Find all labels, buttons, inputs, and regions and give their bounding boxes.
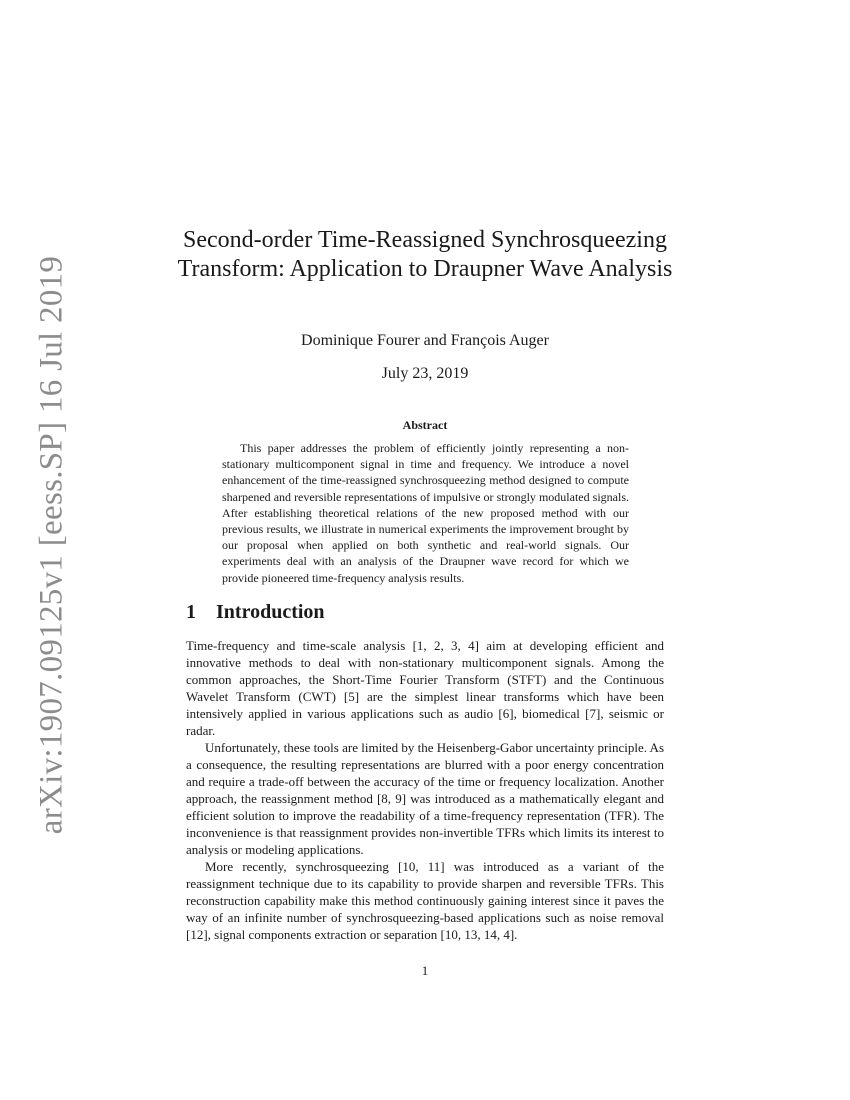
paper-date: July 23, 2019 bbox=[381, 365, 469, 382]
arxiv-identifier-text: arXiv:1907.09125v1 [eess.SP] 16 Jul 2019 bbox=[33, 255, 70, 835]
body-paragraph: Unfortunately, these tools are limited by the Heisenberg-Gabor uncertainty principle. As a consequence, the resulting representations are blurred with a poor energy concentration and require a trade-off between the accuracy of the time or frequency localization. Another approach, the reassignment method [8, 9] was introduced as a mathematically elegant and efficient solution to improve the readability of a time-frequency representation (TFR). The inconvenience is that reassignment provides non-invertible TFRs which limits its interest to analysis or modeling applications. bbox=[186, 740, 664, 857]
abstract-text: This paper addresses the problem of efficiently jointly representing a non-stationary multicomponent signal in time and frequency. We introduce a novel enhancement of the time-reassigned synchrosqueezing method designed to compute sharpened and reversible representations of impulsive or strongly modulated signals. After establishing theoretical relations of the new proposed method with our previous results, we illustrate in numerical experiments the improvement brought by our proposal when applied on both synthetic and real-world signals. Our experiments deal with an analysis of the Draupner wave record for which we provide pioneered time-frequency analysis results. bbox=[222, 441, 629, 585]
section-heading bbox=[186, 601, 325, 624]
paper-authors: Dominique Fourer and François Auger bbox=[301, 332, 549, 349]
section-number: 1 bbox=[186, 601, 196, 623]
body-paragraph: More recently, synchrosqueezing [10, 11] was introduced as a variant of the reassignment technique due to its capability to provide sharpen and reversible TFRs. This reconstruction capability make this method continuously gaining interest since it paves the way of an infinite number of synchrosqueezing-based applications such as noise removal [12], signal components extraction or separation [10, 13, 14, 4]. bbox=[186, 859, 664, 942]
section-title: Introduction bbox=[216, 601, 325, 623]
paper-title: Second-order Time-Reassigned Synchrosqueezing Transform: Application to Draupner Wave Analysis bbox=[177, 227, 673, 282]
abstract-heading: Abstract bbox=[402, 418, 448, 432]
body-paragraph: Time-frequency and time-scale analysis [1, 2, 3, 4] aim at developing efficient and innovative methods to deal with non-stationary multicomponent signals. Among the common approaches, the Short-Time Fourier Transform (STFT) and the Continuous Wavelet Transform (CWT) [5] are the simplest linear transforms which have been intensively applied in various applications such as audio [6], biomedical [7], seismic or radar. bbox=[186, 638, 664, 738]
page-number: 1 bbox=[421, 963, 429, 978]
section-body bbox=[186, 637, 664, 943]
